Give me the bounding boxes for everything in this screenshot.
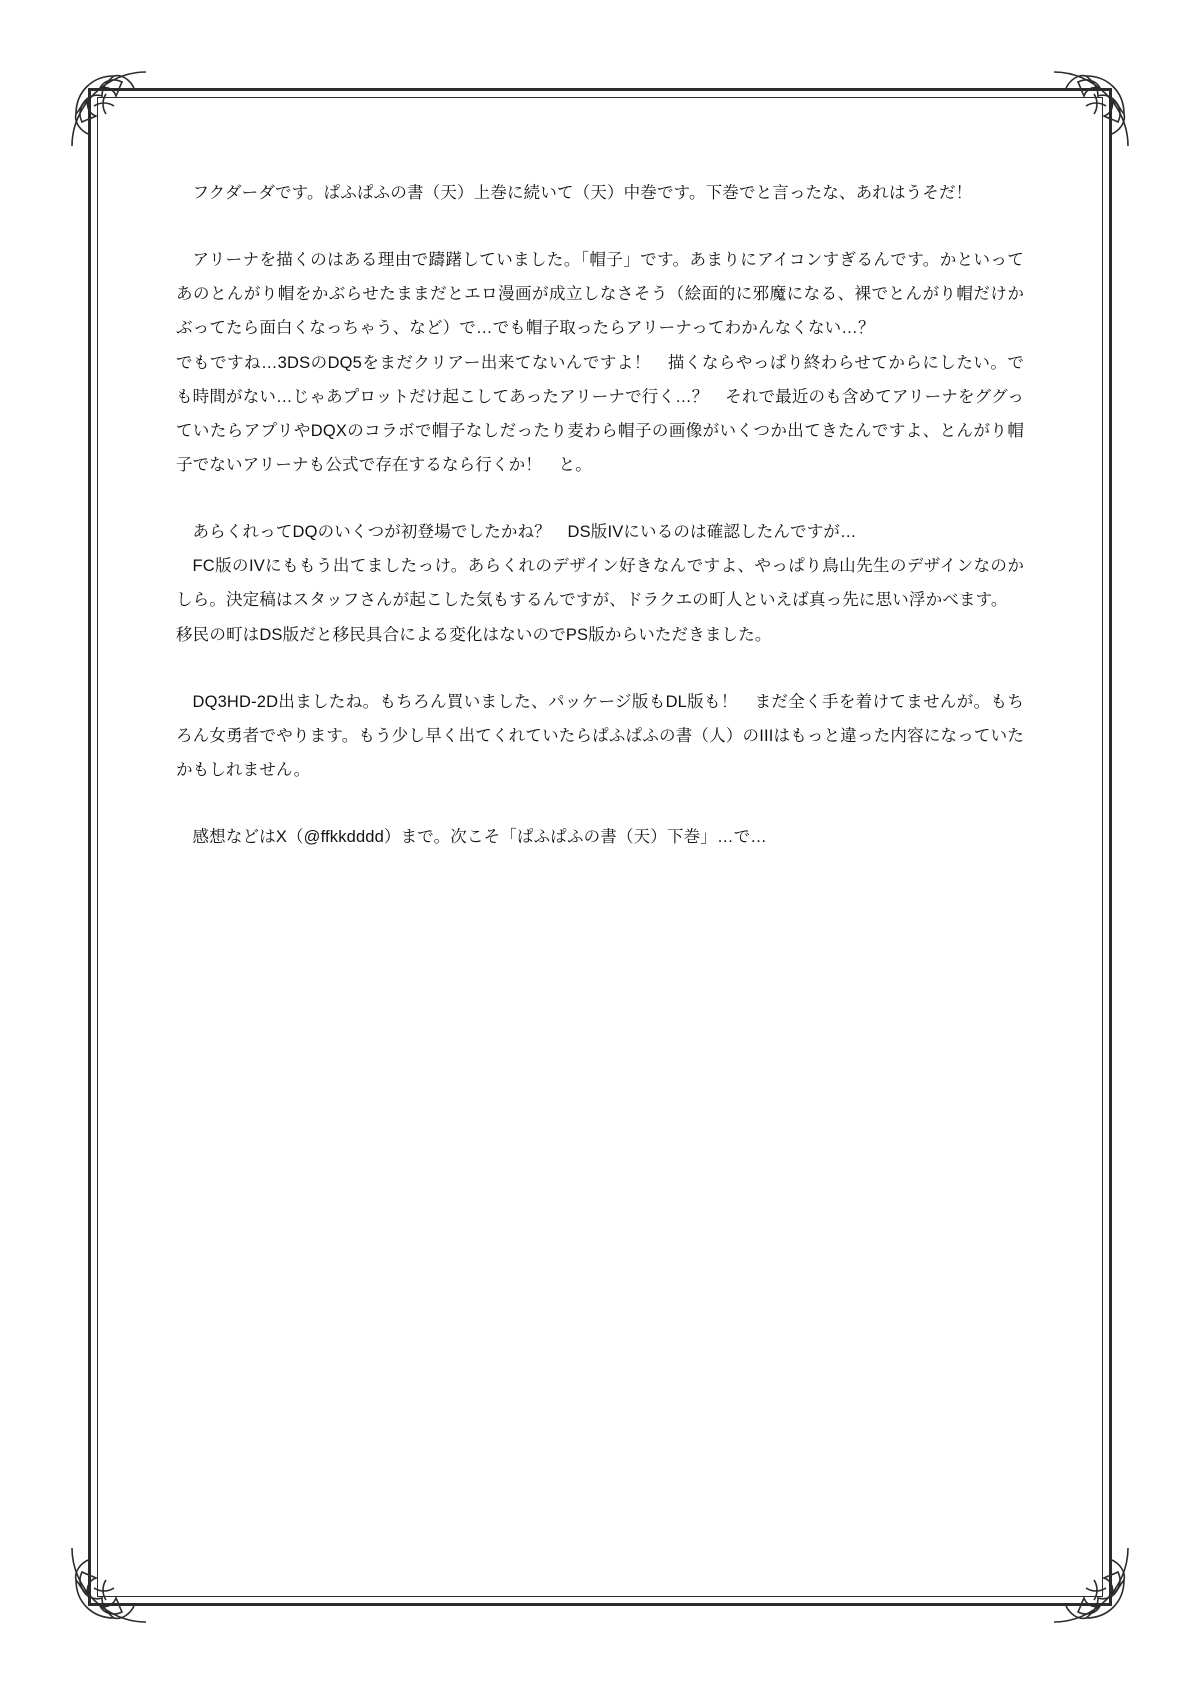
paragraph: フクダーダです。ぱふぱふの書（天）上巻に続いて（天）中巻です。下巻でと言ったな、あれはうそだ！ [192,184,973,202]
afterword-text-block [176,176,1024,854]
paragraph-gap [176,787,1024,820]
paragraph: 移民の町はDS版だと移民具合による変化はないのでPS版からいただきました。 [176,625,772,644]
corner-flourish-bottom-left [62,1528,166,1632]
paragraph: 感想などはX（@ffkkdddd）まで。次こそ「ぱふぱふの書（天）下巻」…で… [192,828,767,847]
corner-flourish-bottom-right [1034,1528,1138,1632]
paragraph-gap [176,482,1024,515]
paragraph: FC版のIVにももう出てましたっけ。あらくれのデザイン好きなんですよ、やっぱり鳥山先生のデザインなのかしら。決定稿はスタッフさんが起こした気もするんですが、ドラクエの町人といえば真っ先に思い浮かべます。 [176,557,1024,610]
corner-flourish-top-right [1034,62,1138,166]
paragraph-gap [176,652,1024,685]
paragraph: でもですね…3DSのDQ5をまだクリアー出来てないんですよ！ 描くならやっぱり終わらせてからにしたい。でも時間がない…じゃあプロットだけ起こしてあったアリーナで行く…？ それで最近のも含めてアリーナをググっていたらアプリやDQXのコラボで帽子なしだったり麦わら帽子の画像がいくつか出てきたんですよ、とんがり帽子でないアリーナも公式で存在するなら行くか！ と。 [176,353,1024,474]
paragraph: DQ3HD-2D出ましたね。もちろん買いました、パッケージ版もDL版も！ まだ全く手を着けてませんが。もちろん女勇者でやります。もう少し早く出てくれていたらぱふぱふの書（人）のIIIはもっと違った内容になっていたかもしれません。 [176,692,1024,779]
paragraph: アリーナを描くのはある理由で躊躇していました。「帽子」です。あまりにアイコンすぎるんです。かといってあのとんがり帽をかぶらせたままだとエロ漫画が成立しなさそう（絵面的に邪魔になる、裸でとんがり帽だけかぶってたら面白くなっちゃう、など）で…でも帽子取ったらアリーナってわかんなくない…？ [176,251,1024,338]
paragraph: あらくれってDQのいくつが初登場でしたかね？ DS版IVにいるのは確認したんですが… [192,523,857,542]
corner-flourish-top-left [62,62,166,166]
paragraph-gap [176,210,1024,243]
